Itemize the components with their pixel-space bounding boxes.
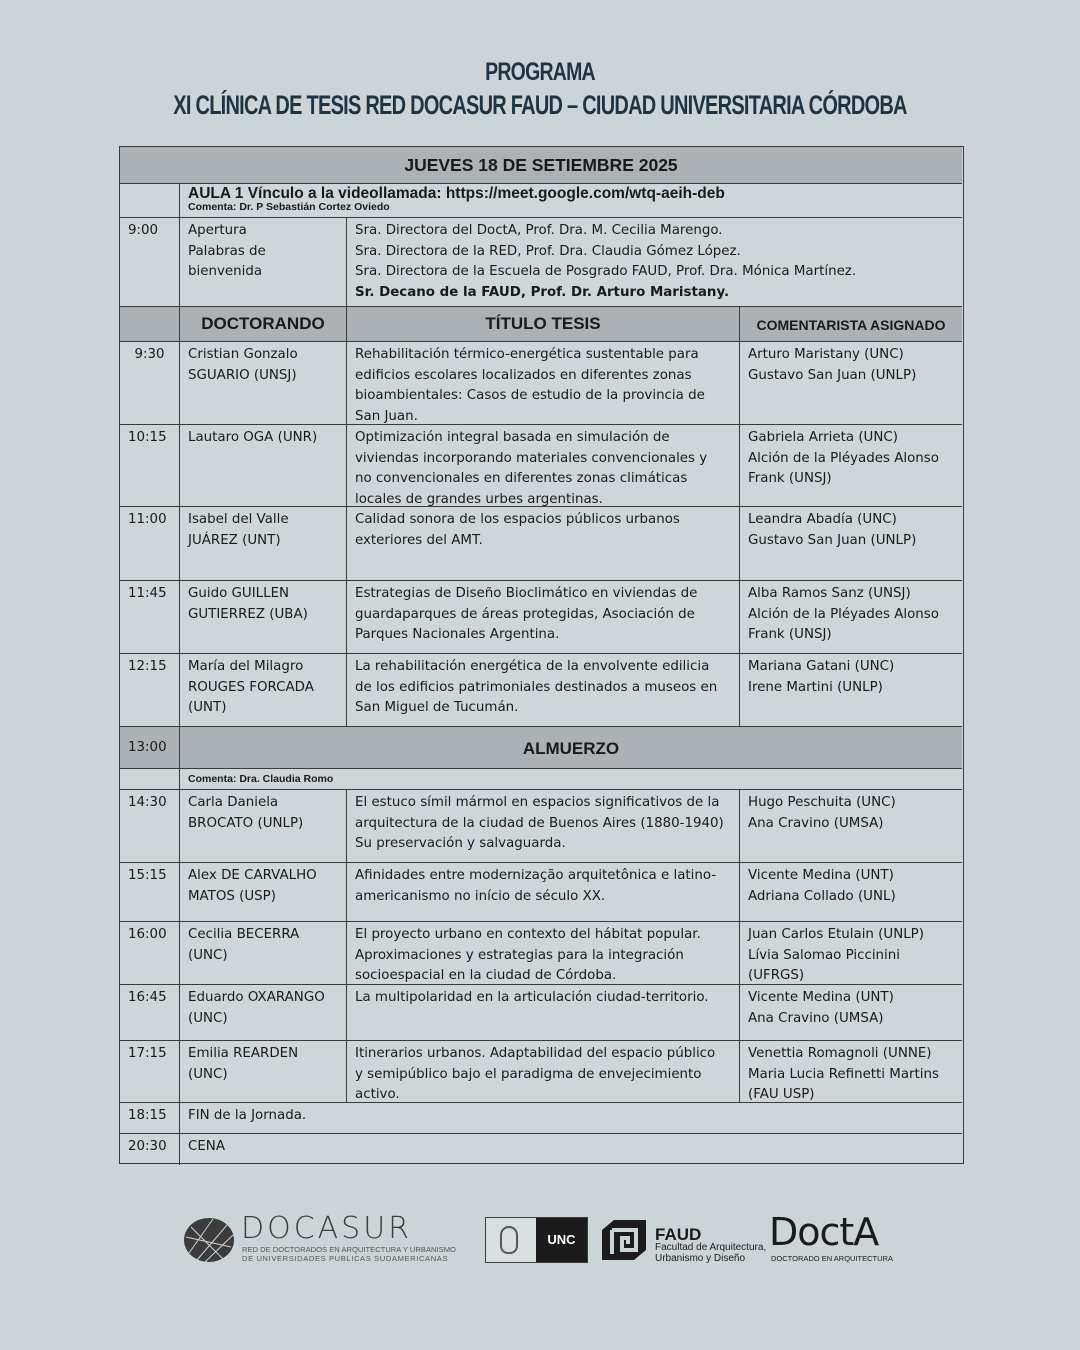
faud-name: FAUD <box>655 1225 702 1244</box>
titulo-line: Su preservación y salvaguarda. <box>355 836 566 851</box>
aula-row <box>120 184 962 218</box>
opening-label <box>179 218 346 306</box>
doctorando-line: (UNC) <box>188 947 228 963</box>
comentarista-line: Vicente Medina (UNT) <box>748 990 894 1005</box>
comentarista-line: Frank (UNSJ) <box>748 627 832 642</box>
session-row <box>120 1041 962 1103</box>
titulo-cell <box>346 581 739 653</box>
comentarista-line: Gustavo San Juan (UNLP) <box>748 367 917 383</box>
titulo-line: Afinidades entre modernização arquitetônica e latino- <box>355 868 717 883</box>
time-cell: 16:45 <box>128 990 167 1005</box>
doctorando-line: María del Milagro <box>188 659 304 674</box>
empty-time-cell <box>120 184 179 217</box>
doctorando-cell <box>179 790 346 862</box>
doctorando-line: ROUGES FORCADA <box>188 679 314 695</box>
doctorando-line: (UNC) <box>188 1010 228 1026</box>
comentarista-line: Hugo Peschuita (UNC) <box>748 795 896 810</box>
col-titulo: TÍTULO TESIS <box>346 307 739 341</box>
titulo-line: locales de grandes urbes argentinas. <box>355 491 603 507</box>
event-title: XI CLÍNICA DE TESIS RED DOCASUR FAUD – CIUDAD UNIVERSITARIA CÓRDOBA <box>173 90 907 120</box>
session-row <box>120 654 962 727</box>
comentarista-cell <box>739 654 962 726</box>
docta-sub: DOCTORADO EN ARQUITECTURA <box>771 1254 893 1263</box>
doctorando-cell <box>179 342 346 424</box>
comentarista-line: Alba Ramos Sanz (UNSJ) <box>748 586 911 601</box>
session-row <box>120 581 962 654</box>
doctorando-line: Emilia REARDEN <box>188 1046 299 1061</box>
session-row <box>120 507 962 581</box>
label-line: bienvenida <box>188 264 263 279</box>
closing-row <box>120 1134 962 1165</box>
titulo-line: viviendas incorporando materiales convencionales y <box>355 450 708 466</box>
speaker: Sra. Directora de la RED, Prof. Dra. Claudia Gómez López. <box>355 243 741 259</box>
comentarista-line: Mariana Gatani (UNC) <box>748 659 895 674</box>
time-cell: 18:15 <box>128 1108 167 1123</box>
time-cell: 15:15 <box>128 868 167 883</box>
docta-name: DoctA <box>769 1210 879 1254</box>
afternoon-comenta: Comenta: Dra. Claudia Romo <box>179 769 962 789</box>
titulo-cell <box>346 425 739 506</box>
comentarista-line: (FAU USP) <box>748 1087 815 1102</box>
titulo-line: bioambientales: Casos de estudio de la provincia de <box>355 388 705 403</box>
titulo-line: San Juan. <box>355 408 418 424</box>
titulo-line: San Miguel de Tucumán. <box>355 700 519 715</box>
docasur-sub1: RED DE DOCTORADOS EN ARQUITECTURA Y URBANISMO <box>242 1245 456 1254</box>
doctorando-cell <box>179 654 346 726</box>
doctorando-line: Alex DE CARVALHO <box>188 868 317 883</box>
doctorando-line: JUÁREZ (UNT) <box>188 532 281 548</box>
titulo-line: Parques Nacionales Argentina. <box>355 627 560 642</box>
doctorando-cell <box>179 1041 346 1102</box>
doctorando-line: Lautaro OGA (UNR) <box>188 430 318 445</box>
titulo-cell <box>346 342 739 424</box>
unc-name: UNC <box>536 1218 587 1262</box>
comentarista-cell <box>739 581 962 653</box>
comentarista-line: Juan Carlos Etulain (UNLP) <box>748 927 924 942</box>
comentarista-cell <box>739 425 962 506</box>
titulo-line: Itinerarios urbanos. Adaptabilidad del espacio público <box>355 1046 716 1061</box>
label-line: Apertura <box>188 223 247 238</box>
titulo-line: La rehabilitación energética de la envolvente edilicia <box>355 659 710 674</box>
comentarista-cell <box>739 1041 962 1102</box>
session-row <box>120 790 962 863</box>
doctorando-line: SGUARIO (UNSJ) <box>188 367 297 383</box>
titulo-cell <box>346 1041 739 1102</box>
titulo-line: El estuco símil mármol en espacios significativos de la <box>355 795 720 810</box>
titulo-cell <box>346 922 739 984</box>
doctorando-line: Guido GUILLEN <box>188 586 290 601</box>
speaker: Sr. Decano de la FAUD, Prof. Dr. Arturo Maristany. <box>355 284 730 300</box>
docasur-sub2: DE UNIVERSIDADES PUBLICAS SUDAMERICANAS <box>242 1254 449 1263</box>
faud-sub1: Facultad de Arquitectura, <box>655 1242 767 1253</box>
comentarista-line: Frank (UNSJ) <box>748 471 832 486</box>
session-row <box>120 985 962 1041</box>
comentarista-cell <box>739 863 962 921</box>
comentarista-line: Vicente Medina (UNT) <box>748 868 894 883</box>
doctorando-line: Cecilia BECERRA <box>188 927 300 942</box>
titulo-line: Optimización integral basada en simulación de <box>355 430 670 445</box>
logos-footer <box>0 1210 1080 1270</box>
comentarista-line: (UFRGS) <box>748 968 805 983</box>
docasur-name: DOCASUR <box>241 1211 413 1246</box>
titulo-line: arquitectura de la ciudad de Buenos Aires (1880-1940) <box>355 815 724 831</box>
comentarista-line: Lívia Salomao Piccinini <box>748 947 900 963</box>
faud-logo-icon <box>600 1218 648 1262</box>
time-cell: 20:30 <box>128 1139 167 1154</box>
comentarista-cell <box>739 922 962 984</box>
comentarista-line: Alción de la Pléyades Alonso <box>748 606 939 622</box>
doctorando-line: Cristian Gonzalo <box>188 347 298 362</box>
lunch-row <box>120 727 962 769</box>
titulo-cell <box>346 654 739 726</box>
titulo-line: guardaparques de áreas protegidas, Asociación de <box>355 606 695 622</box>
comentarista-cell <box>739 985 962 1040</box>
time-cell: 9:30 <box>134 347 165 362</box>
time-cell: 14:30 <box>128 795 167 810</box>
doctorando-line: (UNT) <box>188 700 227 715</box>
doctorando-line: BROCATO (UNLP) <box>188 815 304 831</box>
titulo-line: El proyecto urbano en contexto del hábitat popular. <box>355 927 701 942</box>
docasur-logo-icon <box>183 1217 235 1263</box>
faud-sub <box>655 1243 766 1264</box>
unc-logo <box>485 1217 588 1263</box>
titulo-cell <box>346 985 739 1040</box>
time-cell: 12:15 <box>128 659 167 674</box>
comentarista-line: Gabriela Arrieta (UNC) <box>748 430 898 445</box>
empty-time-header <box>120 307 179 341</box>
comentarista-cell <box>739 507 962 580</box>
titulo-line: no convencionales en diferentes zonas climáticas <box>355 471 688 486</box>
empty-time-cell <box>120 769 179 789</box>
titulo-line: Calidad sonora de los espacios públicos urbanos <box>355 512 680 527</box>
doctorando-cell <box>179 507 346 580</box>
doctorando-cell <box>179 985 346 1040</box>
titulo-line: exteriores del AMT. <box>355 532 483 548</box>
opening-speakers <box>346 218 962 306</box>
titulo-line: La multipolaridad en la articulación ciudad-territorio. <box>355 990 709 1005</box>
comentarista-line: Gustavo San Juan (UNLP) <box>748 532 917 548</box>
titulo-line: Aproximaciones y estrategias para la integración <box>355 947 684 963</box>
comentarista-line: Maria Lucia Refinetti Martins <box>748 1066 939 1082</box>
doctorando-line: MATOS (USP) <box>188 888 276 904</box>
titulo-line: edificios escolares localizados en diferentes zonas <box>355 367 692 383</box>
day-title-row <box>120 147 962 184</box>
comentarista-line: Adriana Collado (UNL) <box>748 888 896 904</box>
comentarista-line: Irene Martini (UNLP) <box>748 679 883 695</box>
label-line: Palabras de <box>188 243 266 259</box>
time-cell: 9:00 <box>128 223 159 238</box>
doctorando-line: GUTIERREZ (UBA) <box>188 606 308 622</box>
afternoon-comenta-row <box>120 769 962 790</box>
lunch-label: ALMUERZO <box>179 727 962 768</box>
program-heading: PROGRAMA <box>485 58 595 86</box>
doctorando-cell <box>179 581 346 653</box>
time-cell: 11:45 <box>128 586 167 601</box>
comentarista-line: Ana Cravino (UMSA) <box>748 1010 884 1026</box>
aula-link[interactable]: AULA 1 Vínculo a la videollamada: https://meet.google.com/wtq-aeih-deb <box>188 185 725 202</box>
closing-label: CENA <box>179 1134 962 1165</box>
closing-label: FIN de la Jornada. <box>179 1103 962 1133</box>
comentarista-line: Alción de la Pléyades Alonso <box>748 450 939 466</box>
faud-sub2: Urbanismo y Diseño <box>655 1252 746 1264</box>
col-doctorando: DOCTORANDO <box>179 307 346 341</box>
titulo-line: Estrategias de Diseño Bioclimático en viviendas de <box>355 586 698 601</box>
aula-cell <box>179 184 962 217</box>
closing-row <box>120 1103 962 1134</box>
titulo-line: activo. <box>355 1087 400 1102</box>
time-cell: 17:15 <box>128 1046 167 1061</box>
time-cell: 11:00 <box>128 512 167 527</box>
doctorando-cell <box>179 922 346 984</box>
doctorando-line: Eduardo OXARANGO <box>188 990 325 1005</box>
schedule-table <box>119 146 964 1164</box>
doctorando-cell <box>179 425 346 506</box>
comentarista-cell <box>739 342 962 424</box>
col-comentarista: COMENTARISTA ASIGNADO <box>739 307 962 341</box>
docasur-sub <box>242 1245 456 1263</box>
session-row <box>120 342 962 425</box>
comentarista-line: Arturo Maristany (UNC) <box>748 347 904 362</box>
comentarista-line: Ana Cravino (UMSA) <box>748 815 884 831</box>
opening-row <box>120 218 962 307</box>
titulo-cell <box>346 507 739 580</box>
unc-crest-icon <box>500 1226 518 1254</box>
time-cell: 16:00 <box>128 927 167 942</box>
column-header-row <box>120 307 962 342</box>
aula-comenta: Comenta: Dr. P Sebastián Cortez Oviedo <box>188 201 390 213</box>
titulo-line: Rehabilitación térmico-energética sustentable para <box>355 347 699 362</box>
session-row <box>120 922 962 985</box>
titulo-cell <box>346 790 739 862</box>
titulo-line: americanismo no início de século XX. <box>355 888 606 904</box>
time-cell: 10:15 <box>128 430 167 445</box>
titulo-line: y semipúblico bajo el paradigma de envejecimiento <box>355 1066 702 1082</box>
session-row <box>120 863 962 922</box>
titulo-cell <box>346 863 739 921</box>
doctorando-cell <box>179 863 346 921</box>
day-title: JUEVES 18 DE SETIEMBRE 2025 <box>404 155 678 175</box>
speaker: Sra. Directora del DoctA, Prof. Dra. M. Cecilia Marengo. <box>355 223 723 238</box>
doctorando-line: Isabel del Valle <box>188 512 289 527</box>
doctorando-line: (UNC) <box>188 1066 228 1082</box>
session-row <box>120 425 962 507</box>
titulo-line: de los edificios patrimoniales destinados a museos en <box>355 679 718 695</box>
comentarista-cell <box>739 790 962 862</box>
titulo-line: socioespacial en la ciudad de Córdoba. <box>355 968 617 983</box>
comentarista-line: Leandra Abadía (UNC) <box>748 512 897 527</box>
lunch-time: 13:00 <box>128 740 167 755</box>
doctorando-line: Carla Daniela <box>188 795 279 810</box>
speaker: Sra. Directora de la Escuela de Posgrado FAUD, Prof. Dra. Mónica Martínez. <box>355 264 857 279</box>
comentarista-line: Venettia Romagnoli (UNNE) <box>748 1046 932 1061</box>
